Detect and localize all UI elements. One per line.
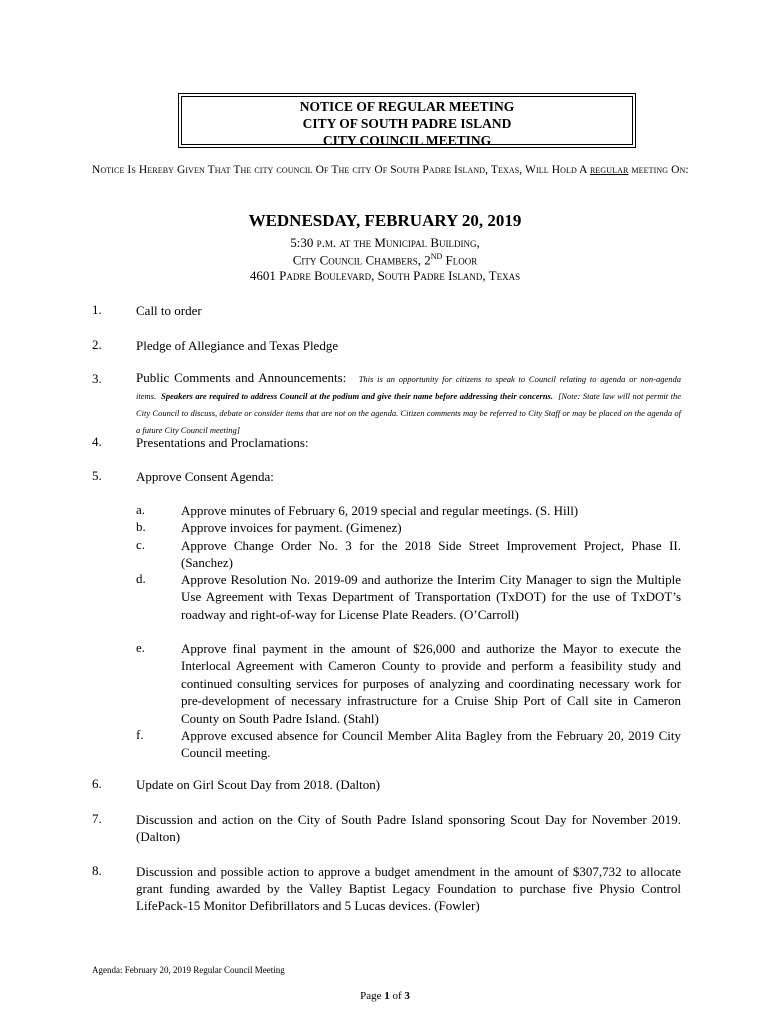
header-line-3: CITY COUNCIL MEETING (322, 133, 492, 148)
item-number: 3. (92, 371, 102, 386)
meeting-address: 4601 Padre Boulevard, South Padre Island, Texas (249, 268, 521, 283)
consent-text: Approve final payment in the amount of $26,000 and authorize the Mayor to execute the Interlocal Agreement with Cameron County to provide and perform a feasibility study and continued consulting services for purposes of analyzing and coordinating necessary work for pre-development of necessary infrastructure for a Cruise Ship Port of Call site in Cameron County on South Padre Island. (Stahl) (181, 641, 681, 726)
meeting-date: WEDNESDAY, FEBRUARY 20, 2019 (248, 211, 522, 230)
consent-letter: d. (136, 571, 146, 586)
item-text: Pledge of Allegiance and Texas Pledge (136, 338, 339, 353)
public-comments-item (136, 369, 681, 437)
item-number: 4. (92, 434, 102, 449)
item-text: Approve Consent Agenda: (136, 469, 274, 484)
header-box-inner (181, 96, 633, 148)
item-number: 5. (92, 468, 102, 483)
item-number: 6. (92, 776, 102, 791)
item-number: 7. (92, 811, 102, 826)
note-bold: Speakers are required to address Council at the podium and give their name before addressing their concerns. (161, 391, 553, 401)
meeting-time-place: 5:30 p.m. at the Municipal Building, (290, 235, 480, 250)
chambers-text: City Council Chambers, 2 (292, 252, 431, 268)
consent-letter: c. (136, 537, 146, 552)
header-line-2: CITY OF SOUTH PADRE ISLAND (302, 116, 512, 131)
consent-letter: f. (136, 727, 144, 742)
note-state-law: [Note: State law will not permit the City Council to discuss, debate or consider items that are not on the agenda. Citizen comments may be referred to City Staff or may be placed on the agenda of a future City Council meeting] (136, 391, 681, 435)
header-box (178, 93, 636, 148)
notice-regular: regular (589, 164, 629, 176)
consent-text: Approve excused absence for Council Member Alita Bagley from the February 20, 2019 City Council meeting. (181, 728, 681, 761)
footer-agenda: Agenda: February 20, 2019 Regular Council Meeting (92, 965, 285, 975)
item-text: Discussion and possible action to approve a budget amendment in the amount of $307,732 to allocate grant funding awarded by the Valley Baptist Legacy Foundation to purchase five Physio Control LifePack-15 Monitor Defibrillators and 5 Lucas devices. (Fowler) (136, 864, 681, 913)
item-number: 8. (92, 863, 102, 878)
consent-text: Approve Change Order No. 3 for the 2018 Side Street Improvement Project, Phase II. (Sanchez) (181, 538, 681, 571)
item-text: Presentations and Proclamations: (136, 435, 309, 450)
floor-text: Floor (442, 252, 478, 268)
page-prefix: Page (360, 990, 385, 1002)
page-current: 1 (384, 990, 390, 1002)
consent-text: Approve Resolution No. 2019-09 and authorize the Interim City Manager to sign the Multiple Use Agreement with Texas Department of Transportation (TxDOT) for the use of TxDOT’s roadway and right-of-way for License Plate Readers. (O’Carroll) (181, 572, 681, 622)
item-text: Discussion and action on the City of South Padre Island sponsoring Scout Day for November 2019. (Dalton) (136, 812, 681, 844)
consent-text: Approve minutes of February 6, 2019 special and regular meetings. (S. Hill) (181, 503, 579, 518)
consent-letter: e. (136, 640, 146, 655)
consent-text: Approve invoices for payment. (Gimenez) (181, 520, 402, 535)
page-number (0, 990, 770, 1002)
notice-paragraph (92, 162, 692, 179)
meeting-chambers (0, 252, 770, 268)
item-text: Update on Girl Scout Day from 2018. (Dalton) (136, 777, 381, 792)
floor-superscript: ND (430, 252, 443, 261)
notice-text-after: meeting On: (628, 164, 689, 176)
item-text: Public Comments and Announcements: (136, 370, 347, 385)
note-intro: This is an opportunity for citizens to speak to Council relating to agenda or non-agenda items. (136, 374, 681, 401)
page-total: 3 (404, 990, 410, 1002)
header-line-1: NOTICE OF REGULAR MEETING (299, 99, 515, 114)
consent-letter: b. (136, 519, 146, 534)
page-of: of (389, 990, 405, 1002)
item-text: Call to order (136, 303, 202, 318)
item-number: 2. (92, 337, 102, 352)
item-number: 1. (92, 302, 102, 317)
consent-letter: a. (136, 502, 146, 517)
notice-text-before: Notice Is Hereby Given That The city council Of The city Of South Padre Island, Texas, Will Hold A (92, 164, 590, 176)
